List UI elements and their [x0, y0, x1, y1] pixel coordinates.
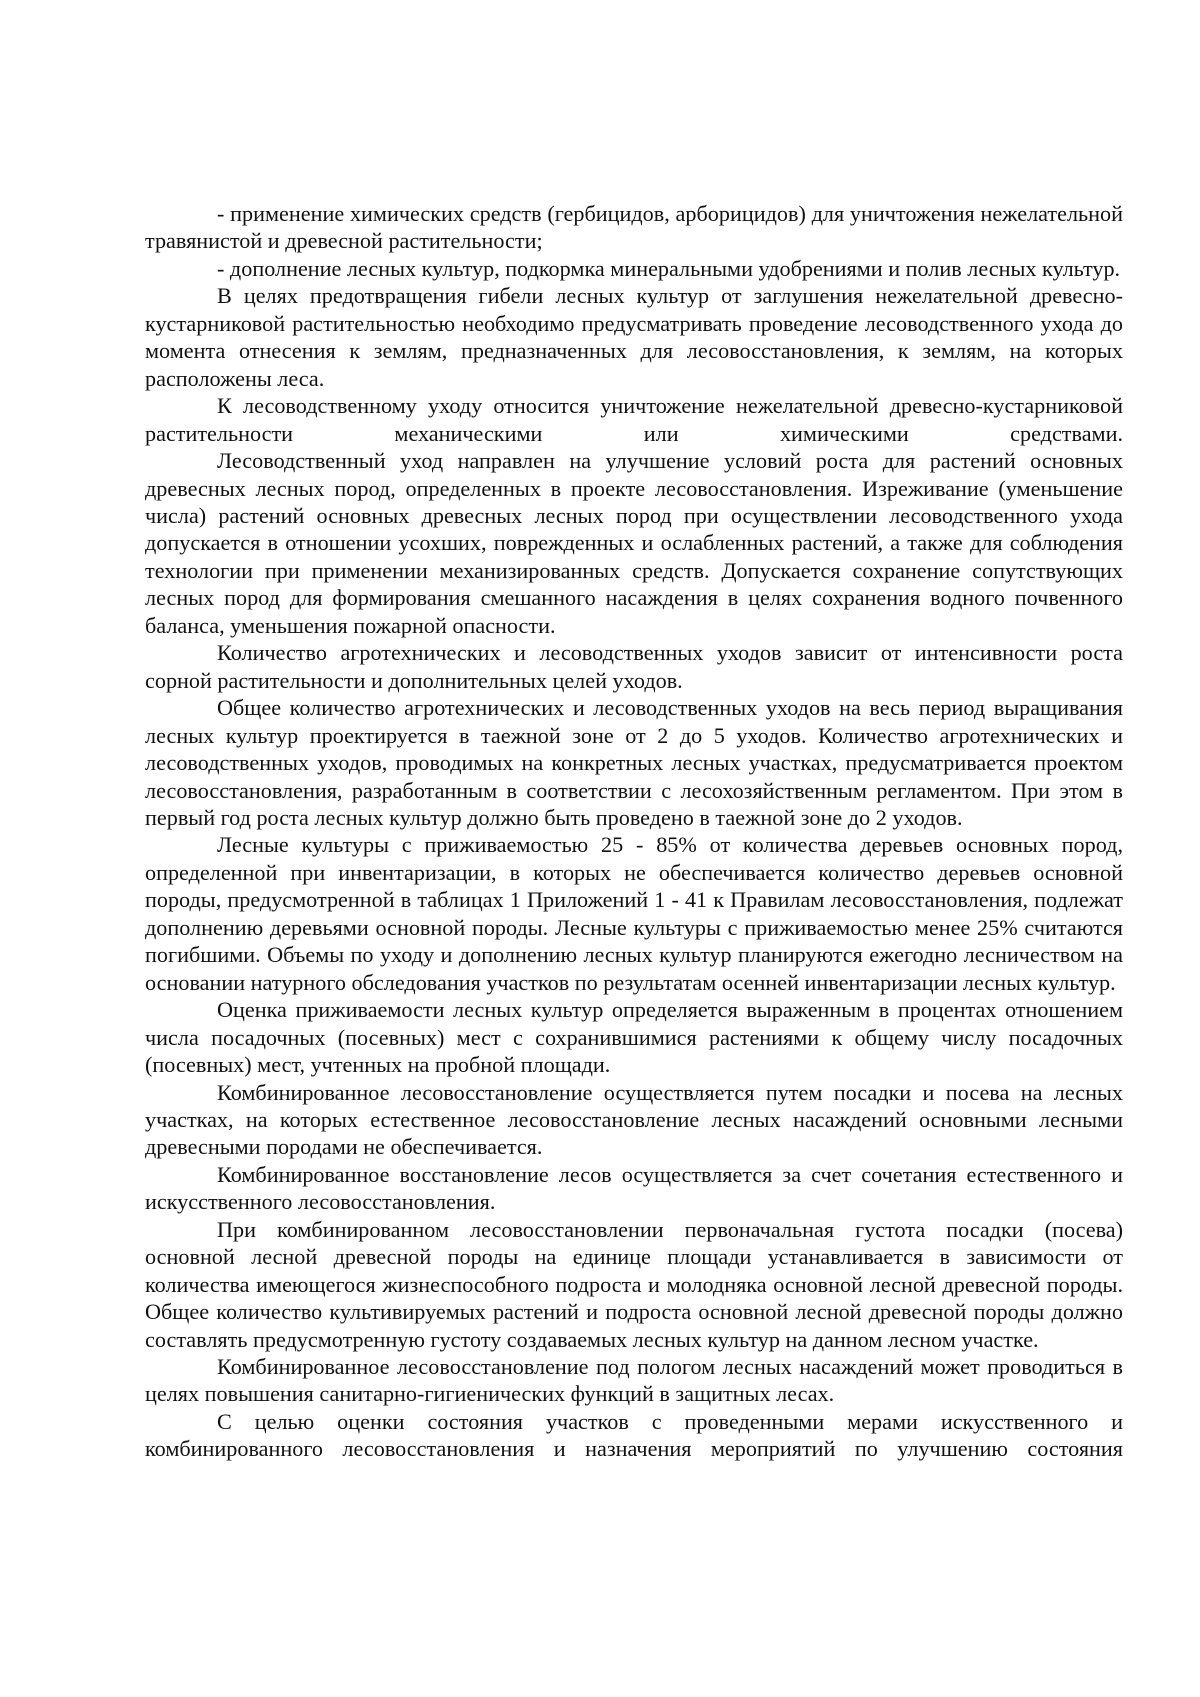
paragraph-total-care: Общее количество агротехнических и лесоводственных уходов на весь период выращивания лесных культур проектируется в таежной зоне от 2 до 5 уходов. Количество агротехнических и лесоводственных уходов, проводимых на конкретных лесных участках, предусматривается проектом лесовосстановления, разработанным в соответствии с лесохозяйственным регламентом. При этом в первый год роста лесных культур должно быть проведено в таежной зоне до 2 уходов. [145, 695, 1123, 830]
paragraph-herbicides: - применение химических средств (гербицидов, арборицидов) для уничтожения нежелательной травянистой и древесной растительности; [145, 201, 1123, 254]
paragraph-under-canopy: Комбинированное лесовосстановление под пологом лесных насаждений может проводиться в целях повышения санитарно-гигиенических функций в защитных лесах. [145, 1354, 1123, 1407]
paragraph-care-quantity: Количество агротехнических и лесоводственных уходов зависит от интенсивности роста сорной растительности и дополнительных целей уходов. [145, 640, 1123, 693]
paragraph-silvicultural-care: К лесоводственному уходу относится уничтожение нежелательной древесно-кустарниковой растительности механическими или химическими средствами. [145, 393, 1123, 446]
paragraph-care-purpose: Лесоводственный уход направлен на улучшение условий роста для растений основных древесных лесных пород, определенных в проекте лесовосстановления. Изреживание (уменьшение числа) растений основных древесных лесных пород при осуществлении лесоводственного ухода допускается в отношении усохших, поврежденных и ослабленных растений, а также для соблюдения технологии при применении механизированных средств. Допускается сохранение сопутствующих лесных пород для формирования смешанного насаждения в целях сохранения водного почвенного баланса, уменьшения пожарной опасности. [145, 448, 1123, 638]
paragraph-combined-restoration: Комбинированное восстановление лесов осуществляется за счет сочетания естественного и искусственного лесовосстановления. [145, 1161, 1123, 1215]
paragraph-prevention: В целях предотвращения гибели лесных культур от заглушения нежелательной древесно-кустарниковой растительностью необходимо предусматривать проведение лесоводственного ухода до момента отнесения к землям, предназначенных для лесовосстановления, к землям, на которых расположены леса. [145, 283, 1123, 391]
paragraph-combined-reforestation: Комбинированное лесовосстановление осуществляется путем посадки и посева на лесных участках, на которых естественное лесовосстановление лесных насаждений основными лесными древесными породами не обеспечивается. [145, 1079, 1123, 1160]
paragraph-supplement: - дополнение лесных культур, подкормка минеральными удобрениями и полив лесных культур. [217, 255, 1121, 281]
paragraph-initial-density: При комбинированном лесовосстановлении первоначальная густота посадки (посева) основной лесной древесной породы на единице площади устанавливается в зависимости от количества имеющегося жизнеспособного подроста и молодняка основной лесной древесной породы. Общее количество культивируемых растений и подроста основной лесной древесной породы должно составлять предусмотренную густоту создаваемых лесных культур на данном лесном участке. [145, 1216, 1123, 1352]
paragraph-assessment: С целью оценки состояния участков с проведенными мерами искусственного и комбинированного лесовосстановления и назначения мероприятий по улучшению состояния [145, 1408, 1123, 1462]
document-body [145, 200, 1123, 1463]
paragraph-survival: Лесные культуры с приживаемостью 25 - 85% от количества деревьев основных пород, определенной при инвентаризации, в которых не обеспечивается количество деревьев основной породы, предусмотренной в таблицах 1 Приложений 1 - 41 к Правилам лесовосстановления, подлежат дополнению деревьями основной породы. Лесные культуры с приживаемостью менее 25% считаются погибшими. Объемы по уходу и дополнению лесных культур планируются ежегодно лесничеством на основании натурного обследования участков по результатам осенней инвентаризации лесных культур. [145, 832, 1123, 995]
paragraph-survival-assessment: Оценка приживаемости лесных культур определяется выраженным в процентах отношением числа посадочных (посевных) мест с сохранившимися растениями к общему числу посадочных (посевных) мест, учтенных на пробной площади. [145, 997, 1123, 1078]
